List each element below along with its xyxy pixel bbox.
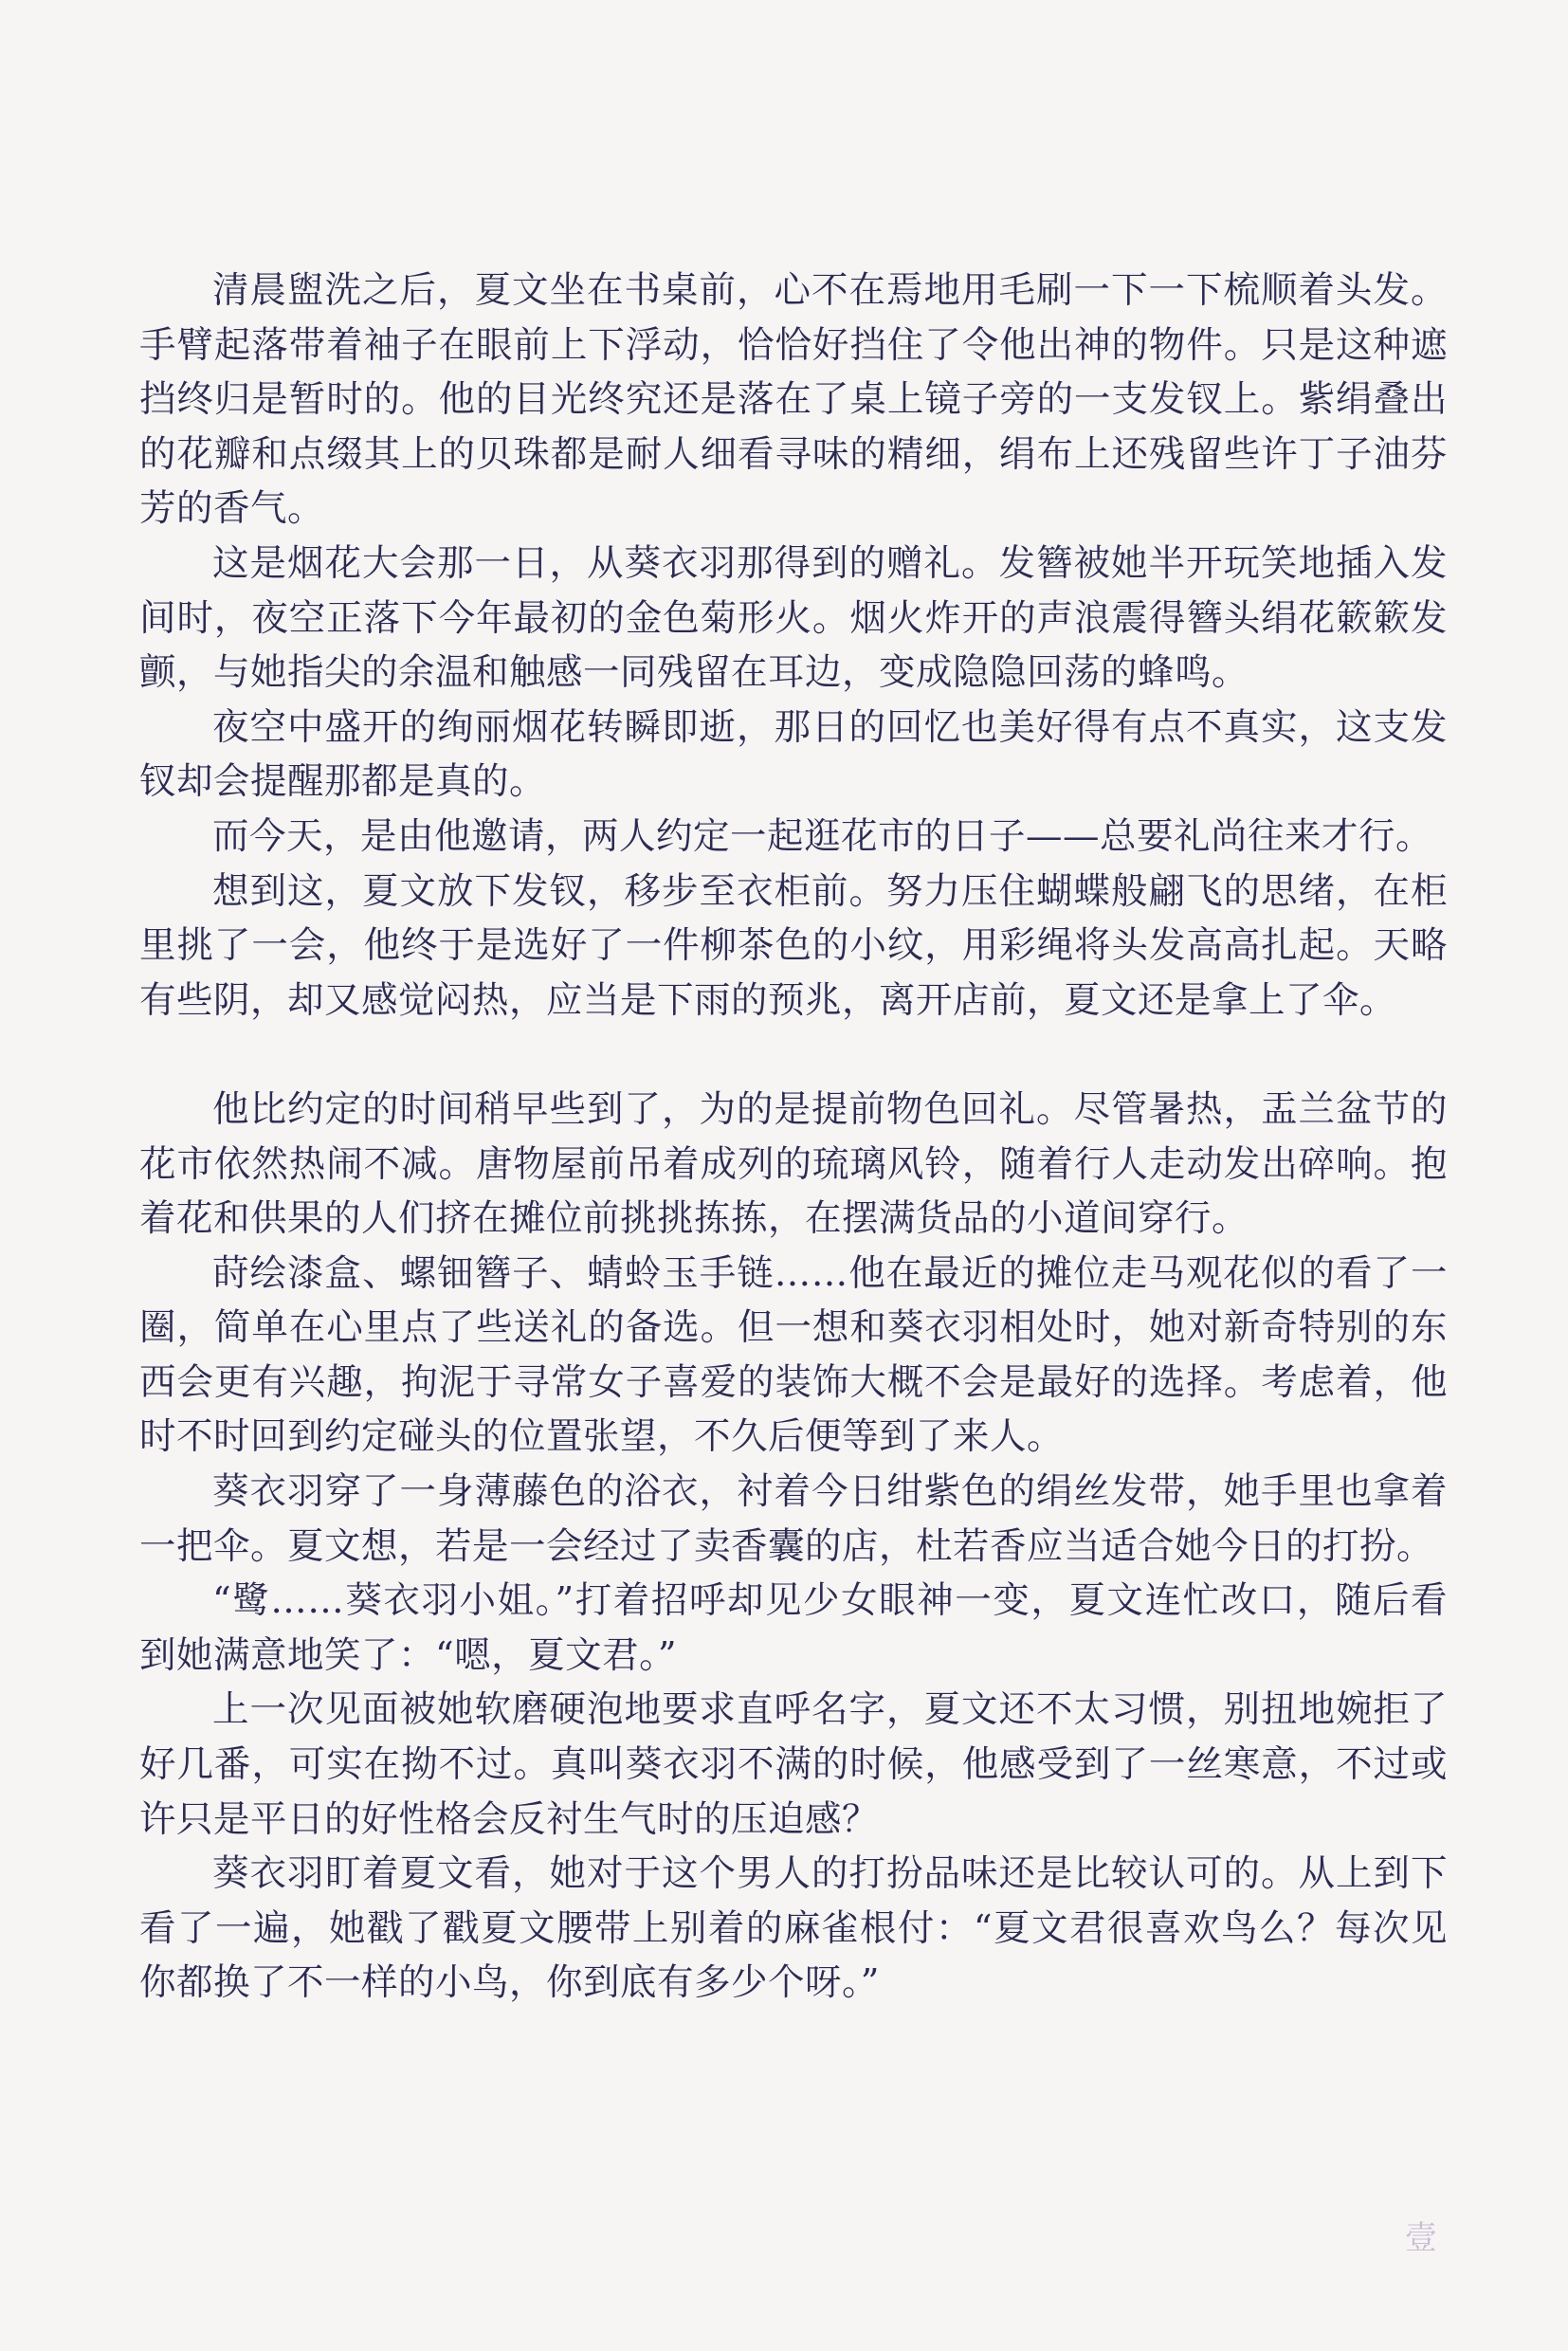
body-text: [139, 264, 1448, 2011]
paragraph: “鹭……葵衣羽小姐。”打着招呼却见少女眼神一变，夏文连忙改口，随后看到她满意地笑了：“嗯，夏文君。”: [139, 1579, 1448, 1677]
paragraph: 而今天，是由他邀请，两人约定一起逛花市的日子——总要礼尚往来才行。: [212, 814, 1433, 858]
paragraph: 这是烟花大会那一日，从葵衣羽那得到的赠礼。发簪被她半开玩笑地插入发间时，夜空正落下今年最初的金色菊形火。烟火炸开的声浪震得簪头绢花簌簌发颤，与她指尖的余温和触感一同残留在耳边，变成隐隐回荡的蜂鸣。: [139, 541, 1448, 695]
section-break: [139, 1028, 1448, 1083]
paragraph: 他比约定的时间稍早些到了，为的是提前物色回礼。尽管暑热，盂兰盆节的花市依然热闹不减。唐物屋前吊着成列的琉璃风铃，随着行人走动发出碎响。抱着花和供果的人们挤在摊位前挑挑拣拣，在摆满货品的小道间穿行。: [139, 1087, 1448, 1241]
paragraph: 清晨盥洗之后，夏文坐在书桌前，心不在焉地用毛刷一下一下梳顺着头发。手臂起落带着袖子在眼前上下浮动，恰恰好挡住了令他出神的物件。只是这种遮挡终归是暂时的。他的目光终究还是落在了桌上镜子旁的一支发钗上。紫绢叠出的花瓣和点缀其上的贝珠都是耐人细看寻味的精细，绢布上还残留些许丁子油芬芳的香气。: [139, 269, 1448, 531]
paragraph: 想到这，夏文放下发钗，移步至衣柜前。努力压住蝴蝶般翩飞的思绪，在柜里挑了一会，他终于是选好了一件柳茶色的小纹，用彩绳将头发高高扎起。天略有些阴，却又感觉闷热，应当是下雨的预兆，离开店前，夏文还是拿上了伞。: [139, 869, 1448, 1022]
page-number: 壹: [1405, 2219, 1437, 2257]
paragraph: 葵衣羽盯着夏文看，她对于这个男人的打扮品味还是比较认可的。从上到下看了一遍，她戳了戳夏文腰带上别着的麻雀根付：“夏文君很喜欢鸟么？每次见你都换了不一样的小鸟，你到底有多少个呀。”: [139, 1852, 1448, 2005]
paragraph: 莳绘漆盒、螺钿簪子、蜻蛉玉手链……他在最近的摊位走马观花似的看了一圈，简单在心里点了些送礼的备选。但一想和葵衣羽相处时，她对新奇特别的东西会更有兴趣，拘泥于寻常女子喜爱的装饰大概不会是最好的选择。考虑着，他时不时回到约定碰头的位置张望，不久后便等到了来人。: [139, 1251, 1448, 1459]
paragraph: 葵衣羽穿了一身薄藤色的浴衣，衬着今日绀紫色的绢丝发带，她手里也拿着一把伞。夏文想，若是一会经过了卖香囊的店，杜若香应当适合她今日的打扮。: [139, 1470, 1448, 1568]
paragraph: 上一次见面被她软磨硬泡地要求直呼名字，夏文还不太习惯，别扭地婉拒了好几番，可实在拗不过。真叫葵衣羽不满的时候，他感受到了一丝寒意，不过或许只是平日的好性格会反衬生气时的压迫感？: [139, 1688, 1448, 1841]
paragraph: 夜空中盛开的绚丽烟花转瞬即逝，那日的回忆也美好得有点不真实，这支发钗却会提醒那都是真的。: [139, 705, 1448, 804]
